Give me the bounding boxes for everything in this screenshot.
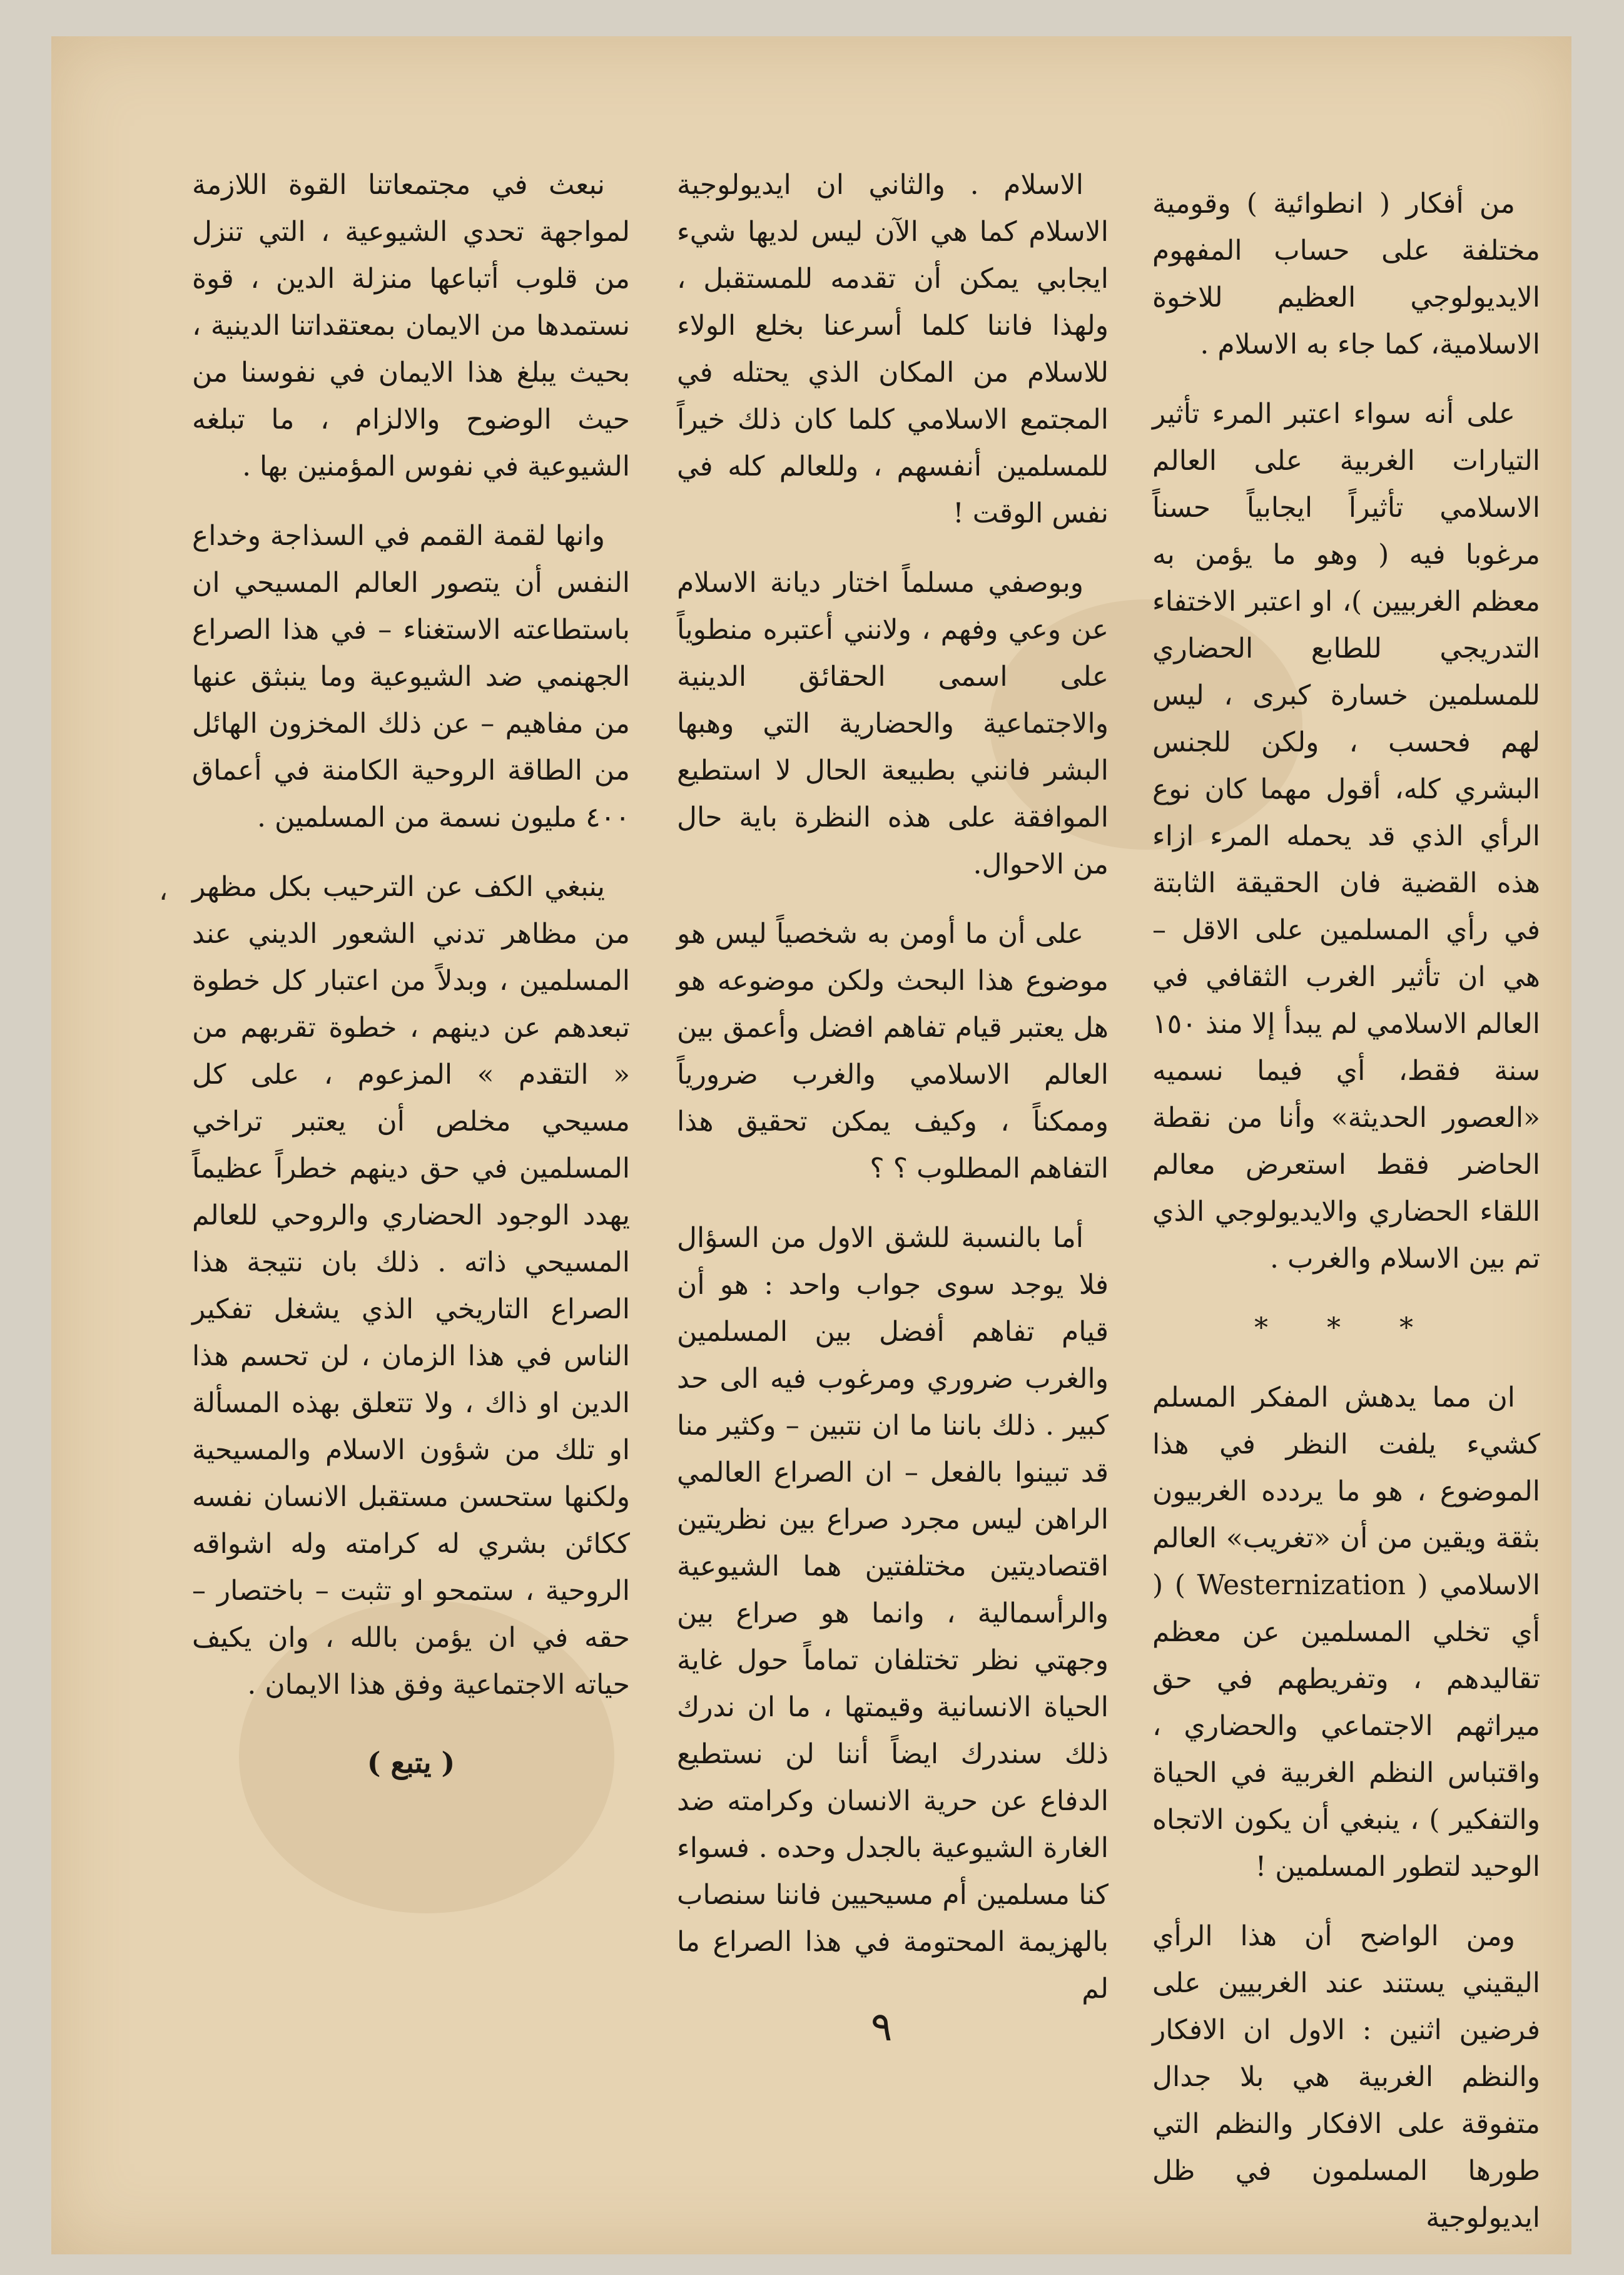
page-number: ٩ xyxy=(871,2004,893,2050)
section-separator: * * * xyxy=(1254,1312,1438,1344)
column-right xyxy=(1152,180,1540,2264)
paragraph: ومن الواضح أن هذا الرأي اليقيني يستند عند الغربيين على فرضين اثنين : الاول ان الافكار والنظم الغربية هي بلا جدال متفوقة على الافكار والنظم التي طورها المسلمون في ظل ايديولوجية xyxy=(1152,1920,1540,2234)
newspaper-page xyxy=(51,36,1571,2254)
continued-marker: ( يتبع ) xyxy=(367,1746,455,1779)
paragraph: ينبغي الكف عن الترحيب بكل مظهر من مظاهر تدني الشعور الديني عند المسلمين ، وبدلاً من اعتبار كل خطوة تبعدهم عن دينهم ، خطوة تقربهم من « التقدم » المزعوم ، على كل مسيحي مخلص أن يعتبر تراخي المسلمين في حق دينهم خطراً عظيماً يهدد الوجود الحضاري والروحي للعالم المسيحي ذاته . ذلك بان نتيجة هذا الصراع التاريخي الذي يشغل تفكير الناس في هذا الزمان ، لن تحسم هذا الدين او ذاك ، ولا تتعلق بهذه المسألة او تلك من شؤون الاسلام والمسيحية ولكنها ستحسن مستقبل الانسان نفسه ككائن بشري له كرامته وله اشواقه الروحية ، ستمحو او تثبت – باختصار – حقه في ان يؤمن بالله ، وان يكيف حياته الاجتماعية وفق هذا الايمان . xyxy=(192,871,630,1701)
paragraph: من أفكار ( انطوائية ) وقومية مختلفة على حساب المفهوم الايديولوجي العظيم للاخوة الاسلامية، كما جاء به الاسلام . xyxy=(1152,188,1540,360)
paragraph: الاسلام . والثاني ان ايديولوجية الاسلام كما هي الآن ليس لديها شيء ايجابي يمكن أن تقدمه للمستقبل ، ولهذا فاننا كلما أسرعنا بخلع الولاء للاسلام من المكان الذي يحتله في المجتمع الاسلامي كلما كان ذلك خيراً للمسلمين أنفسهم ، وللعالم كله في نفس الوقت ! xyxy=(677,169,1109,529)
paragraph: وبوصفي مسلماً اختار ديانة الاسلام عن وعي وفهم ، ولانني أعتبره منطوياً على اسمى الحقائق الدينية والاجتماعية والحضارية التي وهبها البشر فانني بطبيعة الحال لا استطيع الموافقة على هذه النظرة باية حال من الاحوال. xyxy=(677,567,1109,880)
column-left xyxy=(192,161,630,1786)
paragraph: وانها لقمة القمم في السذاجة وخداع النفس أن يتصور العالم المسيحي ان باستطاعته الاستغناء – في هذا الصراع الجهنمي ضد الشيوعية وما ينبثق عنها من مفاهيم – عن ذلك المخزون الهائل من الطاقة الروحية الكامنة في أعماق ٤٠٠ مليون نسمة من المسلمين . xyxy=(192,520,630,833)
column-middle xyxy=(677,161,1109,2035)
paragraph: على أنه سواء اعتبر المرء تأثير التيارات الغربية على العالم الاسلامي تأثيراً ايجابياً حسناً مرغوبا فيه ( وهو ما يؤمن به معظم الغربيين )، او اعتبر الاختفاء التدريجي للطابع الحضاري للمسلمين خسارة كبرى ، ليس لهم فحسب ، ولكن للجنس البشري كله، أقول مهما كان نوع الرأي الذي قد يحمله المرء ازاء هذه القضية فان الحقيقة الثابتة في رأي المسلمين على الاقل – هي ان تأثير الغرب الثقافي في العالم الاسلامي لم يبدأ إلا منذ ١٥٠ سنة فقط، أي فيما نسميه «العصور الحديثة» وأنا من نقطة الحاضر فقط استعرض معالم اللقاء الحضاري والايديولوجي الذي تم بين الاسلام والغرب . xyxy=(1152,398,1540,1275)
paragraph: ان مما يدهش المفكر المسلم كشيء يلفت النظر في هذا الموضوع ، هو ما يردده الغربيون بثقة ويقين من أن «تغريب» العالم الاسلامي ( Westernization ) ( أي تخلي المسلمين عن معظم تقاليدهم ، وتفريطهم في حق ميراثهم الاجتماعي والحضاري ، واقتباس النظم الغربية في الحياة والتفكير ) ، ينبغي أن يكون الاتجاه الوحيد لتطور المسلمين ! xyxy=(1152,1382,1540,1883)
margin-mark: ، xyxy=(159,875,168,907)
paragraph: أما بالنسبة للشق الاول من السؤال فلا يوجد سوى جواب واحد : هو أن قيام تفاهم أفضل بين المسلمين والغرب ضروري ومرغوب فيه الى حد كبير . ذلك باننا ما ان نتبين – وكثير منا قد تبينوا بالفعل – ان الصراع العالمي الراهن ليس مجرد صراع بين نظريتين اقتصاديتين مختلفتين هما الشيوعية والرأسمالية ، وانما هو صراع بين وجهتي نظر تختلفان تماماً حول غاية الحياة الانسانية وقيمتها ، ما ان ندرك ذلك سندرك ايضاً أننا لن نستطيع الدفاع عن حرية الانسان وكرامته ضد الغارة الشيوعية بالجدل وحده . فسواء كنا مسلمين أم مسيحيين فاننا سنصاب بالهزيمة المحتومة في هذا الصراع ما لم xyxy=(677,1222,1109,2005)
paragraph: على أن ما أومن به شخصياً ليس هو موضوع هذا البحث ولكن موضوعه هو هل يعتبر قيام تفاهم افضل وأعمق بين العالم الاسلامي والغرب ضرورياً وممكناً ، وكيف يمكن تحقيق هذا التفاهم المطلوب ؟ ؟ xyxy=(677,918,1109,1184)
paragraph: نبعث في مجتمعاتنا القوة اللازمة لمواجهة تحدي الشيوعية ، التي تنزل من قلوب أتباعها منزلة الدين ، قوة نستمدها من الايمان بمعتقداتنا الدينية ، بحيث يبلغ هذا الايمان في نفوسنا من حيث الوضوح والالزام ، ما تبلغه الشيوعية في نفوس المؤمنين بها . xyxy=(192,169,630,482)
